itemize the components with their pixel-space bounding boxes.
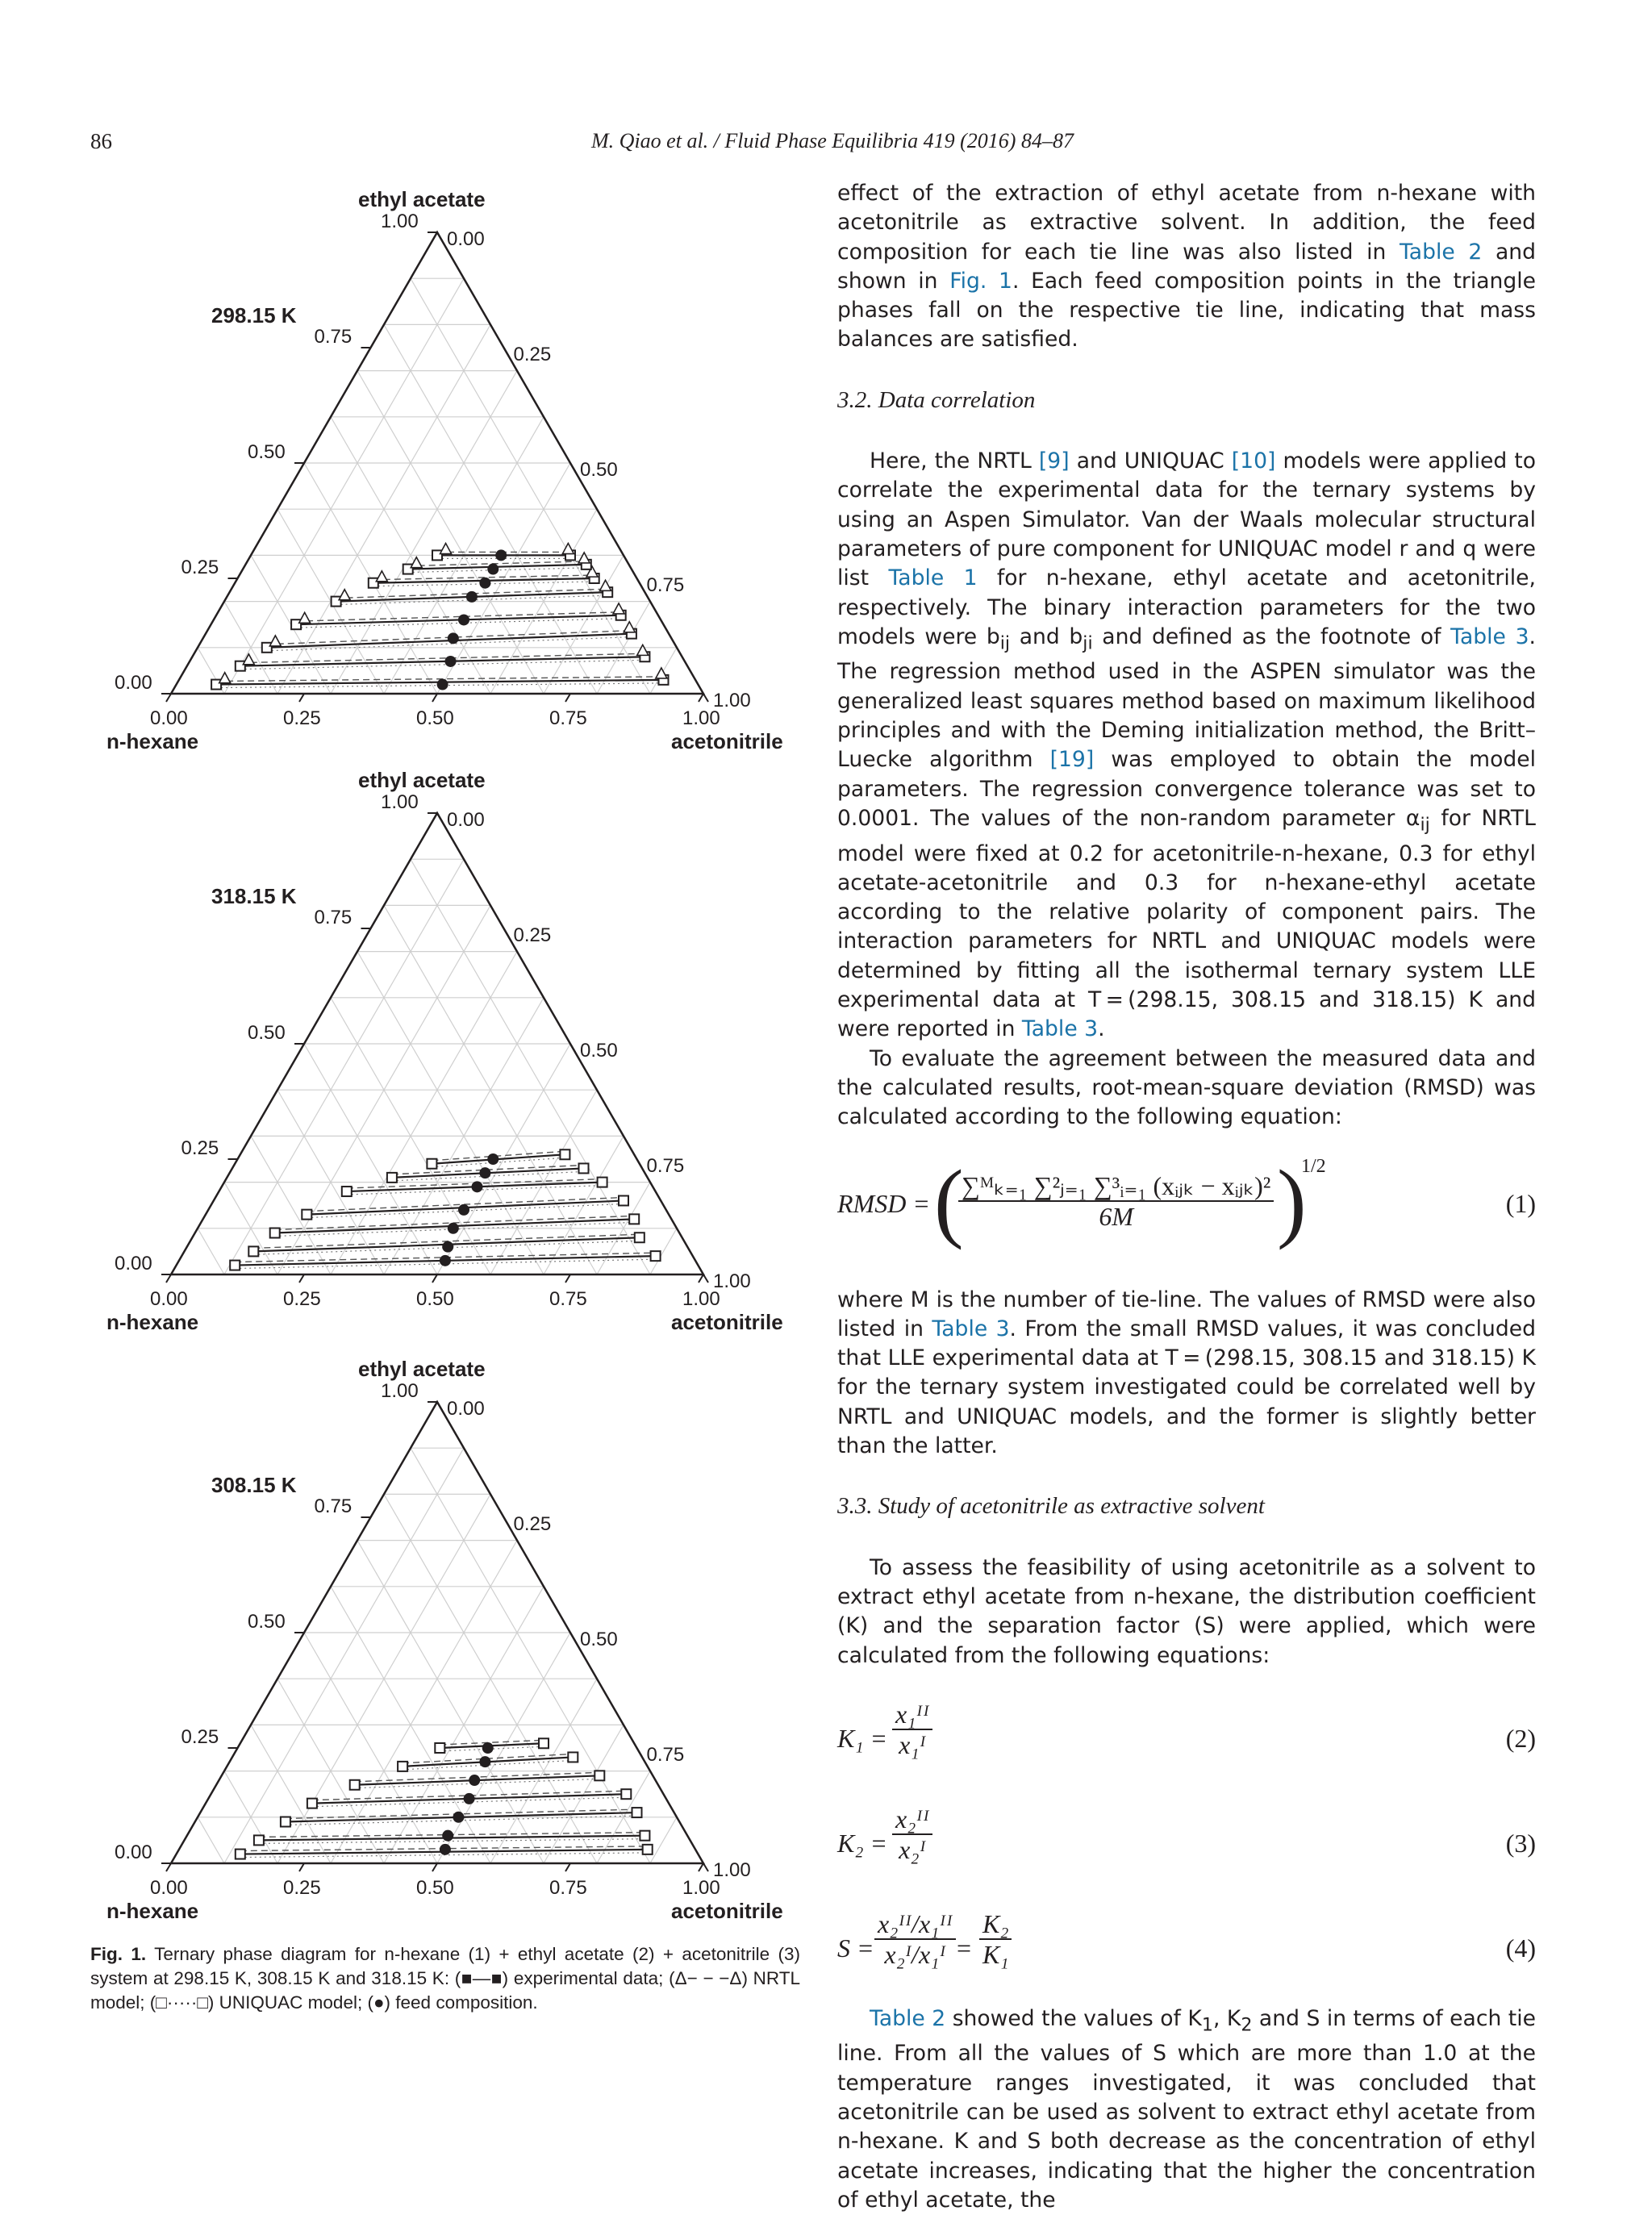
gridline xyxy=(331,371,517,694)
text-run: and b xyxy=(1010,624,1083,649)
square-marker xyxy=(632,1808,642,1817)
subscript: 1 xyxy=(1201,2014,1213,2036)
grid xyxy=(198,1448,677,1863)
square-marker xyxy=(539,1738,549,1748)
eq1-numerator: ∑ᴹₖ₌₁ ∑²ⱼ₌₁ ∑³ᵢ₌₁ (xᵢⱼₖ − xᵢⱼₖ)² xyxy=(958,1171,1274,1202)
triangle-marker xyxy=(269,636,281,646)
tick-label-bottom: 0.50 xyxy=(416,1877,454,1899)
link-table-1[interactable]: Table 1 xyxy=(888,565,978,591)
link-table-2[interactable]: Table 2 xyxy=(1399,239,1483,265)
text-run: where M is the number of tie-line. The values of RMSD were also listed in xyxy=(837,1287,1536,1341)
square-marker xyxy=(281,1817,290,1827)
page-number: 86 xyxy=(90,129,112,153)
triangle-marker xyxy=(243,654,254,665)
link-table-3[interactable]: Table 3 xyxy=(1450,624,1529,649)
axis-label-top: ethyl acetate xyxy=(358,768,486,792)
square-marker xyxy=(629,1214,639,1224)
eq4-denominator-2: K₁ xyxy=(982,1940,1009,1970)
eq2-lhs: K₁ = xyxy=(837,1723,888,1753)
feed-point xyxy=(479,1167,490,1178)
tick-label-bottom: 0.75 xyxy=(549,707,587,729)
tick-mark xyxy=(699,1863,703,1871)
eq3-number: (3) xyxy=(1505,1828,1536,1858)
tick-label-bottom: 0.25 xyxy=(283,707,321,729)
square-marker xyxy=(270,1228,280,1238)
axis-label-left: n-hexane xyxy=(106,1310,199,1331)
tick-label-left: 0.75 xyxy=(314,326,353,348)
caption-text: Ternary phase diagram for n-hexane (1) + ethyl acetate (2) + acetonitrile (3) system at 298.15 K, 308.15 K and 318.15 K: (■—■) experimental data; (Δ− − −Δ) NRTL model; (□·····□) UNIQUAC model; (●) feed composition. xyxy=(90,1944,800,2013)
square-marker xyxy=(307,1799,317,1808)
text-run: Here, the NRTL xyxy=(870,448,1032,474)
eq4-fraction-1 xyxy=(874,1909,956,1970)
axis-label-left: n-hexane xyxy=(106,729,199,750)
gridline xyxy=(650,1817,677,1863)
square-marker xyxy=(621,1789,631,1799)
square-marker xyxy=(398,1762,407,1771)
eq4-numerator-2: K₂ xyxy=(979,1909,1012,1940)
tick-mark xyxy=(432,1863,437,1871)
running-head: M. Qiao et al. / Fluid Phase Equilibria 419 (2016) 84–87 xyxy=(591,129,1074,152)
axis-label-right: acetonitrile xyxy=(671,1899,783,1920)
feed-point xyxy=(472,1181,483,1192)
temperature-label: 308.15 K xyxy=(211,1473,297,1497)
tick-label-bottom: 0.00 xyxy=(150,707,188,729)
subscript: 2 xyxy=(1241,2014,1253,2036)
triangle-marker xyxy=(613,603,624,614)
tie-lines xyxy=(211,544,668,690)
tick-label-right: 0.00 xyxy=(447,1398,485,1420)
tick-mark xyxy=(437,813,442,821)
triangle-marker xyxy=(219,673,231,683)
tick-mark xyxy=(299,1863,304,1871)
ternary-diagram-318 xyxy=(90,758,800,1331)
paragraph-separation-factor xyxy=(837,2004,1536,2215)
link-table-3[interactable]: Table 3 xyxy=(932,1316,1010,1341)
axis-label-top: ethyl acetate xyxy=(358,187,486,211)
text-run: models were applied to correlate the experimental data for the ternary systems by using an Aspen Simulator. Van der Waals molecular structural parameters of pure component for UNIQUAC model r and q were list xyxy=(837,448,1536,591)
square-marker xyxy=(640,1831,649,1841)
text-run: effect of the extraction of ethyl acetate from n-hexane with acetonitrile as extractive solvent. In addition, the feed composition for each tie line was also listed in xyxy=(837,181,1536,265)
feed-point xyxy=(479,1756,490,1767)
ternary-panel-2 xyxy=(90,758,800,1331)
tick-mark xyxy=(166,1274,171,1283)
gridline xyxy=(411,859,650,1274)
tick-label-left: 0.00 xyxy=(115,1253,152,1274)
square-marker xyxy=(248,1246,258,1256)
square-marker xyxy=(427,1159,436,1169)
eq1-fraction xyxy=(958,1171,1274,1232)
text-run: and S in terms of each tie line. From all the values of S which are more than 1.0 at the temperature ranges investigated, it was concluded that acetonitrile can be used as solvent to extract ethyl acetate from n-hexane. K and S both decrease as the concentration of ethyl acetate increases, indicating that the higher the concentration of ethyl acetate, the xyxy=(837,2005,1536,2213)
triangle-marker xyxy=(578,553,590,563)
link-ref-9[interactable]: [9] xyxy=(1038,448,1070,474)
tick-mark xyxy=(166,1863,171,1871)
tick-label-left: 0.75 xyxy=(314,1495,353,1517)
tick-label-left: 0.50 xyxy=(248,1022,286,1044)
square-marker xyxy=(302,1210,311,1220)
grid xyxy=(198,859,677,1274)
triangle-marker xyxy=(299,612,311,623)
tick-label-bottom: 1.00 xyxy=(682,1288,720,1310)
tick-label-right: 0.25 xyxy=(513,344,552,365)
eq2-denominator: x₁ᴵ xyxy=(899,1730,926,1760)
tick-mark xyxy=(703,1274,708,1283)
feed-point xyxy=(442,1241,453,1253)
paragraph-data-correlation xyxy=(837,447,1536,1045)
tick-label-left: 1.00 xyxy=(381,211,419,232)
tick-label-right: 0.75 xyxy=(646,1155,685,1177)
tick-label-right: 1.00 xyxy=(713,1270,751,1292)
tick-label-right: 0.00 xyxy=(447,228,485,250)
tick-label-bottom: 0.50 xyxy=(416,707,454,729)
triangle-marker xyxy=(637,644,649,655)
eq3-lhs: K₂ = xyxy=(837,1828,888,1858)
tick-mark xyxy=(703,1863,708,1871)
text-run: for NRTL model were fixed at 0.2 for acetonitrile-n-hexane, 0.3 for ethyl acetate-acetonitrile and 0.3 for n-hexane-ethyl acetate according to the relative polarity of component pairs. The interaction parameters for NRTL and UNIQUAC models were determined by fitting all the isothermal ternary system LLE experimental data at T = (298.15, 308.15 and 318.15) K and were reported in xyxy=(837,805,1536,1042)
tick-label-bottom: 0.75 xyxy=(549,1877,587,1899)
section-heading-3-2: 3.2. Data correlation xyxy=(837,386,1036,413)
tick-mark xyxy=(504,1517,509,1525)
eq3-fraction xyxy=(892,1804,932,1865)
ternary-diagram-308 xyxy=(90,1347,800,1920)
eq1-denominator: 6M xyxy=(1099,1201,1133,1231)
eq1-right-paren: ) xyxy=(1277,1151,1307,1250)
subscript: ij xyxy=(1420,814,1430,836)
triangle-marker xyxy=(600,580,611,590)
text-run: for n-hexane, ethyl acetate and acetonitrile, respectively. The binary interaction parameters for the two models were b xyxy=(837,565,1536,649)
tick-mark xyxy=(637,1159,642,1167)
square-marker xyxy=(598,1178,607,1187)
text-run: . Each feed composition points in the triangle phases fall on the respective tie line, indicating that mass balances are satisfied. xyxy=(837,268,1536,352)
tick-mark xyxy=(299,1274,304,1283)
gridline xyxy=(304,1044,437,1274)
tick-label-left: 1.00 xyxy=(381,1380,419,1402)
eq4-number: (4) xyxy=(1505,1933,1536,1963)
link-table-3[interactable]: Table 3 xyxy=(1021,1016,1099,1042)
square-marker xyxy=(387,1173,397,1183)
tick-label-right: 0.50 xyxy=(580,1629,618,1650)
square-marker xyxy=(560,1149,569,1159)
tick-label-right: 0.75 xyxy=(646,1744,685,1766)
tick-label-left: 0.25 xyxy=(181,1726,219,1748)
feed-point xyxy=(469,1775,480,1786)
figure-column xyxy=(90,177,800,2049)
triangle-marker xyxy=(624,622,635,632)
text-run: and shown in xyxy=(837,239,1536,294)
eq3-numerator: x₂ᴵᴵ xyxy=(892,1804,932,1835)
paragraph-rmsd-result xyxy=(837,1286,1536,1462)
text-run: . xyxy=(1098,1016,1105,1042)
text-run: was employed to obtain the model parameters. The regression convergence tolerance was set to 0.0001. The values of the non-random parameter α xyxy=(837,747,1536,831)
feed-point xyxy=(482,1742,494,1754)
axis-label-right: acetonitrile xyxy=(671,729,783,750)
tick-label-left: 0.00 xyxy=(115,672,152,694)
triangle-marker xyxy=(440,544,452,554)
feed-point xyxy=(445,656,457,667)
tick-label-bottom: 0.00 xyxy=(150,1288,188,1310)
text-run: , K xyxy=(1212,2005,1241,2031)
eq4-numerator: x₂ᴵᴵ/x₁ᴵᴵ xyxy=(874,1909,956,1940)
eq2-fraction xyxy=(892,1700,932,1760)
tick-label-right: 1.00 xyxy=(713,1859,751,1881)
feed-point xyxy=(442,1830,453,1842)
tick-mark xyxy=(699,694,703,702)
eq3-denominator: x₂ᴵ xyxy=(899,1835,926,1865)
text-run: . From the small RMSD values, it was concluded that LLE experimental data at T = (298.15, 308.15 and 318.15) K for the ternary system investigated could be correlated well by NRTL and UNIQUAC models, and the former is slightly better than the latter. xyxy=(837,1316,1536,1459)
feed-point xyxy=(440,1844,451,1855)
axis-label-right: acetonitrile xyxy=(671,1310,783,1331)
tick-label-bottom: 0.25 xyxy=(283,1877,321,1899)
eq4-equals: = xyxy=(957,1933,972,1963)
square-marker xyxy=(254,1835,264,1845)
tick-label-bottom: 0.50 xyxy=(416,1288,454,1310)
square-marker xyxy=(579,1163,589,1173)
equation-1 xyxy=(837,1149,1536,1270)
tick-label-left: 0.75 xyxy=(314,907,353,928)
ternary-diagram-298 xyxy=(90,177,800,750)
ternary-panel-1 xyxy=(90,177,800,750)
tick-label-right: 0.25 xyxy=(513,1513,552,1535)
square-marker xyxy=(236,1850,245,1859)
tick-mark xyxy=(504,928,509,936)
tick-label-right: 0.25 xyxy=(513,924,552,946)
tick-mark xyxy=(637,1748,642,1756)
eq2-number: (2) xyxy=(1505,1723,1536,1753)
tick-label-bottom: 0.00 xyxy=(150,1877,188,1899)
eq1-number: (1) xyxy=(1505,1188,1536,1218)
tick-label-right: 0.50 xyxy=(580,1040,618,1062)
feed-point xyxy=(453,1812,464,1823)
paragraph-extractive-solvent: To assess the feasibility of using acetonitrile as a solvent to extract ethyl acetate from n-hexane, the distribution coefficient (K) and the separation factor (S) were applied, which were calculated from the following equations: xyxy=(837,1554,1536,1668)
triangle-marker xyxy=(339,590,350,600)
paragraph-intro xyxy=(837,179,1536,355)
tick-label-right: 0.00 xyxy=(447,809,485,831)
triangle-marker xyxy=(656,668,667,678)
gridline xyxy=(198,1228,224,1274)
tick-mark xyxy=(637,578,642,586)
feed-point xyxy=(448,632,459,644)
subscript: ji xyxy=(1083,632,1093,654)
feed-point xyxy=(487,1153,499,1165)
tick-label-right: 0.50 xyxy=(580,459,618,481)
eq4-lhs: S = xyxy=(837,1933,874,1963)
tick-label-right: 0.75 xyxy=(646,574,685,596)
square-marker xyxy=(619,1195,628,1205)
tick-mark xyxy=(565,694,570,702)
tie-lines xyxy=(236,1738,653,1858)
eq1-exponent: 1/2 xyxy=(1301,1155,1326,1177)
axis-label-top: ethyl acetate xyxy=(358,1357,486,1381)
equation-2 xyxy=(837,1700,1536,1777)
triangle-marker xyxy=(376,571,387,582)
text-run: showed the values of K xyxy=(952,2005,1202,2031)
text-run: and UNIQUAC xyxy=(1076,448,1224,474)
square-marker xyxy=(594,1771,604,1780)
square-marker xyxy=(350,1780,360,1790)
square-marker xyxy=(568,1752,578,1762)
tick-mark xyxy=(432,694,437,702)
figure-caption xyxy=(90,1942,800,2015)
section-heading-3-3: 3.3. Study of acetonitrile as extractive solvent xyxy=(837,1493,1265,1520)
tick-mark xyxy=(570,1044,575,1052)
tick-label-bottom: 0.75 xyxy=(549,1288,587,1310)
square-marker xyxy=(643,1845,653,1854)
axis-label-left: n-hexane xyxy=(106,1899,199,1920)
ternary-panel-3 xyxy=(90,1347,800,1920)
eq1-left-paren: ( xyxy=(934,1151,964,1250)
tick-label-bottom: 0.25 xyxy=(283,1288,321,1310)
tick-mark xyxy=(504,348,509,356)
tick-label-left: 0.50 xyxy=(248,1611,286,1633)
temperature-label: 318.15 K xyxy=(211,884,297,908)
gridline xyxy=(357,371,544,694)
tick-label-right: 1.00 xyxy=(713,690,751,711)
gridline xyxy=(411,1448,650,1863)
gridline xyxy=(198,1817,224,1863)
text-column xyxy=(837,179,1536,2213)
tick-label-left: 0.25 xyxy=(181,1137,219,1159)
equation-4 xyxy=(837,1909,1536,1987)
tick-mark xyxy=(570,463,575,471)
page-header xyxy=(90,129,1575,161)
paragraph-rmsd-intro: To evaluate the agreement between the measured data and the calculated results, root-mean-square deviation (RMSD) was calculated according to the following equation: xyxy=(837,1045,1536,1130)
square-marker xyxy=(651,1251,661,1261)
link-ref-10[interactable]: [10] xyxy=(1231,448,1276,474)
tick-label-bottom: 1.00 xyxy=(682,1877,720,1899)
tick-mark xyxy=(432,1274,437,1283)
square-marker xyxy=(342,1187,352,1196)
temperature-label: 298.15 K xyxy=(211,303,297,327)
tick-mark xyxy=(437,1402,442,1410)
tick-mark xyxy=(699,1274,703,1283)
text-run: and defined as the footnote of xyxy=(1092,624,1441,649)
link-table-2[interactable]: Table 2 xyxy=(870,2005,946,2031)
feed-point xyxy=(458,1204,469,1216)
subscript: ij xyxy=(999,632,1011,654)
tick-mark xyxy=(166,694,171,702)
feed-point xyxy=(495,549,507,561)
feed-point xyxy=(487,564,499,575)
feed-point xyxy=(437,679,448,690)
square-marker xyxy=(635,1233,645,1242)
equation-3 xyxy=(837,1804,1536,1882)
tick-mark xyxy=(703,694,708,702)
tick-mark xyxy=(299,694,304,702)
eq1-lhs: RMSD = xyxy=(837,1188,930,1218)
feed-point xyxy=(448,1223,459,1234)
feed-point xyxy=(458,614,469,625)
tick-mark xyxy=(437,232,442,240)
square-marker xyxy=(435,1743,444,1753)
tick-label-left: 0.25 xyxy=(181,557,219,578)
tick-label-left: 0.50 xyxy=(248,441,286,463)
feed-point xyxy=(479,578,490,589)
tick-mark xyxy=(565,1863,570,1871)
feed-point xyxy=(464,1793,475,1804)
eq2-numerator: x₁ᴵᴵ xyxy=(892,1700,932,1730)
feed-point xyxy=(466,591,478,603)
caption-label: Fig. 1. xyxy=(90,1944,147,1964)
square-marker xyxy=(230,1261,240,1270)
eq4-fraction-2 xyxy=(979,1909,1012,1970)
link-ref-19[interactable]: [19] xyxy=(1049,747,1095,773)
tick-mark xyxy=(570,1633,575,1641)
tick-label-left: 1.00 xyxy=(381,791,419,813)
gridline xyxy=(251,1136,331,1274)
gridline xyxy=(304,1633,437,1863)
text-run: . The regression method used in the ASPEN simulator was the generalized least squares method based on maximum likelihood principles and with the Deming initialization method, the Britt–Luecke algorithm xyxy=(837,624,1536,773)
link-fig-1[interactable]: Fig. 1 xyxy=(949,268,1012,294)
tick-label-bottom: 1.00 xyxy=(682,707,720,729)
tick-label-left: 0.00 xyxy=(115,1842,152,1863)
eq4-denominator: x₂ᴵ/x₁ᴵ xyxy=(884,1940,946,1970)
tick-mark xyxy=(565,1274,570,1283)
feed-point xyxy=(440,1255,451,1266)
